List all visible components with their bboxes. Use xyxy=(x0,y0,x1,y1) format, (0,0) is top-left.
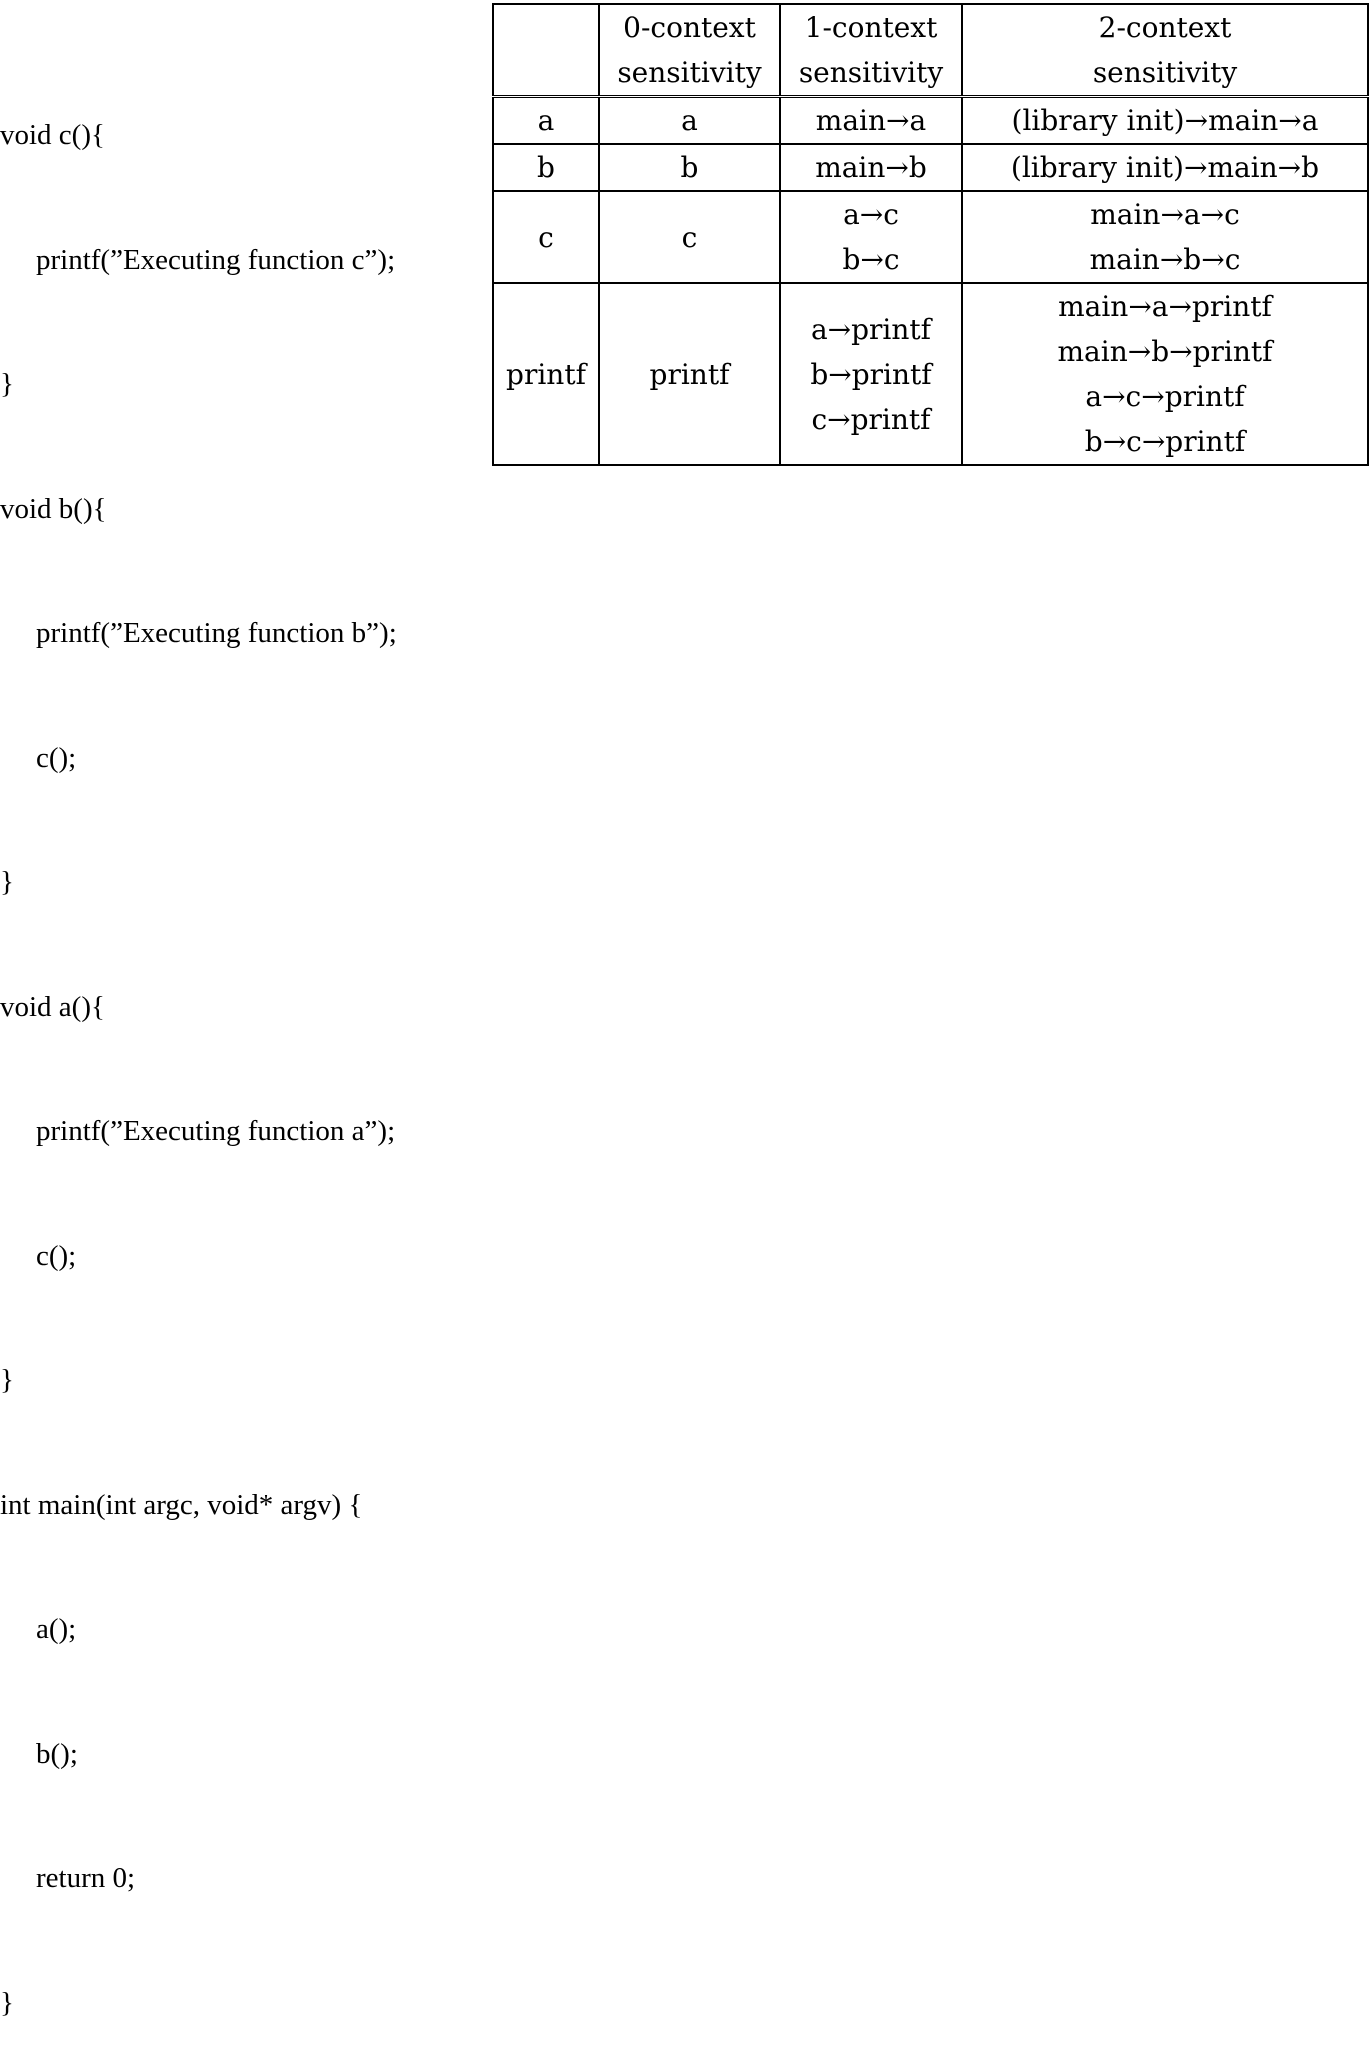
code-line: c(); xyxy=(36,1239,77,1272)
function-name-cell: b xyxy=(493,144,599,191)
ctx2-cell xyxy=(962,97,1368,145)
context-path: main→b→c xyxy=(1089,243,1241,276)
code-line: printf(”Executing function b”); xyxy=(36,617,397,649)
code-line: } xyxy=(0,368,14,400)
table-row xyxy=(493,144,1368,191)
context-path: main→a→printf xyxy=(1058,290,1272,323)
context-path: c→printf xyxy=(811,402,931,436)
code-line: } xyxy=(0,866,14,898)
code-listing xyxy=(0,32,480,2066)
header-0-context xyxy=(599,4,780,97)
header-text: 0-context xyxy=(623,11,756,44)
ctx0-cell xyxy=(599,144,780,191)
context-path: a xyxy=(681,104,698,137)
code-line: a(); xyxy=(36,1613,77,1645)
table-row xyxy=(493,283,1368,465)
header-1-context xyxy=(780,4,962,97)
header-text: sensitivity xyxy=(1092,56,1238,89)
function-name-cell: c xyxy=(493,191,599,283)
context-path: b xyxy=(680,151,699,184)
table-row xyxy=(493,191,1368,283)
context-path: b→c xyxy=(842,243,900,276)
code-line: c(); xyxy=(36,741,77,774)
ctx2-cell xyxy=(962,191,1368,283)
header-function xyxy=(493,4,599,97)
ctx0-cell xyxy=(599,191,780,283)
context-path: a→printf xyxy=(810,312,932,346)
header-text: 1-context xyxy=(804,11,938,44)
code-line: void b(){ xyxy=(0,492,107,525)
header-2-context xyxy=(962,4,1368,97)
context-path: (library init)→main→b xyxy=(1010,151,1320,184)
context-path: a→c→printf xyxy=(1085,380,1245,413)
context-path: b→printf xyxy=(810,357,932,391)
context-path: main→a→c xyxy=(1090,198,1240,231)
header-text: sensitivity xyxy=(798,56,944,89)
ctx2-cell xyxy=(962,144,1368,191)
code-line: int main(int argc, void* argv) { xyxy=(0,1488,363,1521)
ctx0-cell xyxy=(599,283,780,465)
ctx1-cell xyxy=(780,191,962,283)
context-path: a→c xyxy=(843,198,899,231)
header-text: sensitivity xyxy=(617,56,762,89)
function-name-cell: a xyxy=(493,97,599,145)
ctx0-cell xyxy=(599,97,780,145)
table-header-row xyxy=(493,4,1368,97)
context-path: c xyxy=(681,220,698,254)
code-line: printf(”Executing function c”); xyxy=(36,243,396,276)
context-path: main→b xyxy=(815,151,927,184)
context-path: (library init)→main→a xyxy=(1011,104,1319,137)
code-line: } xyxy=(0,1986,14,2019)
code-line: void c(){ xyxy=(0,119,105,151)
ctx1-cell xyxy=(780,144,962,191)
header-text: 2-context xyxy=(1098,11,1232,44)
code-line: b(); xyxy=(36,1737,78,1770)
function-name-cell: printf xyxy=(493,283,599,465)
ctx1-cell xyxy=(780,97,962,145)
context-path: main→a xyxy=(815,104,927,137)
code-line: } xyxy=(0,1364,14,1396)
code-line: return 0; xyxy=(36,1862,136,1894)
context-path: printf xyxy=(649,357,730,391)
context-path: b→c→printf xyxy=(1084,425,1246,458)
ctx1-cell xyxy=(780,283,962,465)
ctx2-cell xyxy=(962,283,1368,465)
context-sensitivity-table xyxy=(492,3,1369,466)
context-path: main→b→printf xyxy=(1057,335,1273,368)
table-row xyxy=(493,97,1368,145)
code-line: void a(){ xyxy=(0,990,105,1023)
code-line: printf(”Executing function a”); xyxy=(36,1115,396,1147)
